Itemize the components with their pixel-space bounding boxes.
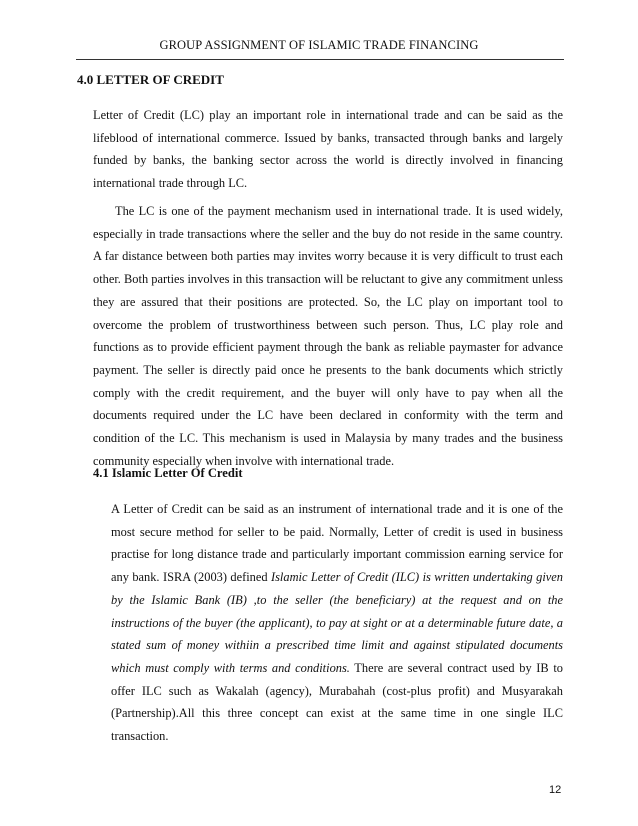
page-number: 12 xyxy=(549,784,562,796)
subsection-paragraph-intro: A Letter of Credit can be said as an instrument of international trade and it is one of the most secure method for seller to be paid. Normally, Letter of credit is used in business practise for long distance trade and particularly important commission earning service for any bank. ISRA (2003) defined xyxy=(111,502,563,585)
page-header: GROUP ASSIGNMENT OF ISLAMIC TRADE FINANCING xyxy=(159,38,479,52)
section-paragraph-2: The LC is one of the payment mechanism used in international trade. It is used widely, especially in trade transactions where the seller and the buy do not reside in the same country. A far distance between both parties may invites worry because it is very difficult to trust each other. Both parties involves in this transaction will be reluctant to give any commitment unless they are assured that their positions are protected. So, the LC play on important tool to overcome the problem of trustworthiness between such person. Thus, LC play role and functions as to provide efficient payment through the bank as reliable paymaster for advance payment. The seller is directly paid once he presents to the bank documents which strictly comply with the credit requirement, and the buyer will only have to pay when all the documents required under the LC have been declared in conformity with the term and condition of the LC. This mechanism is used in Malaysia by many trades and the business community especially when involve with international trade. xyxy=(93,204,563,468)
header-divider xyxy=(76,59,564,60)
section-paragraph-1: Letter of Credit (LC) play an important role in international trade and can be said as the lifeblood of international commerce. Issued by banks, transacted through banks and largely funded by banks, the banking sector across the world is directly involved in financing international trade through LC. xyxy=(93,108,563,191)
section-heading: 4.0 LETTER OF CREDIT xyxy=(77,72,224,87)
isra-definition-quote: Islamic Letter of Credit (ILC) is written undertaking given by the Islamic Bank (IB) ,to the seller (the beneficiary) at the request and on the instructions of the buyer (the applicant), to pay at sight or at a determinable future date, a stated sum of money withiin a prescribed time limit and against stipulated documents which must comply with terms and conditions. xyxy=(111,570,563,675)
subsection-paragraph xyxy=(111,498,563,748)
subsection-paragraph-rest: There are several contract used by IB to offer ILC such as Wakalah (agency), Murabahah (cost-plus profit) and Musyarakah (Partnership).All this three concept can exist at the same time in one single ILC transaction. xyxy=(111,660,563,744)
subsection-heading: 4.1 Islamic Letter Of Credit xyxy=(93,466,243,480)
